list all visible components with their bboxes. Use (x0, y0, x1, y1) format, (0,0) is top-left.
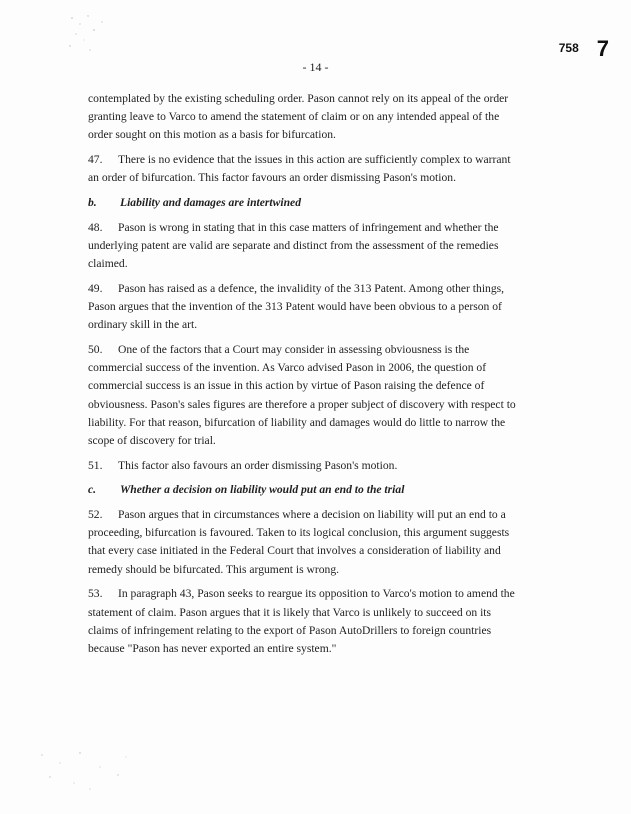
paragraph-number: 53. (88, 587, 103, 601)
paragraph-number: 48. (88, 220, 103, 234)
section-heading-c (88, 481, 516, 499)
stamp-document-number: 758 (558, 41, 579, 55)
page-number: - 14 - (302, 60, 329, 74)
paragraph-text: This factor also favours an order dismissing Pason's motion. (118, 458, 398, 472)
continuation-paragraph: contemplated by the existing scheduling order. Pason cannot rely on its appeal of the order granting leave to Varco to amend the statement of claim or on any intended appeal of the order sought on this motion as a basis for bifurcation. (88, 92, 509, 142)
section-heading-b (88, 194, 516, 212)
paragraph-51 (88, 457, 516, 475)
paragraph-number: 51. (88, 458, 103, 472)
paragraph-number: 47. (88, 153, 103, 167)
paragraph-text: One of the factors that a Court may consider in assessing obviousness is the commercial success of the invention. As Varco advised Pason in 2006, the question of commercial success is an issue in this action by virtue of Pason raising the defence of obviousness. Pason's sales figures are therefore a proper subject of discovery with respect to liability. For that reason, bifurcation of liability and damages would do little to narrow the scope of discovery for trial. (88, 342, 516, 447)
paragraph-52 (88, 506, 516, 579)
paragraph-text: There is no evidence that the issues in this action are sufficiently complex to warrant an order of bifurcation. This factor favours an order dismissing Pason's motion. (88, 153, 511, 185)
paragraph-number: 49. (88, 281, 103, 295)
paragraph-47 (88, 151, 516, 187)
paragraph-48 (88, 219, 516, 274)
paragraph-text: Pason has raised as a defence, the invalidity of the 313 Patent. Among other things, Pason argues that the invention of the 313 Patent would have been obvious to a person of ordinary skill in the art. (88, 281, 505, 332)
paragraph-text: In paragraph 43, Pason seeks to reargue its opposition to Varco's motion to amend the statement of claim. Pason argues that it is likely that Varco is unlikely to succeed on its claims of infringement relating to the export of Pason AutoDrillers to foreign countries because "Pason has never exported an entire system." (88, 587, 515, 655)
heading-letter: b. (88, 196, 97, 210)
paragraph-50 (88, 341, 516, 450)
paragraph-number: 50. (88, 342, 103, 356)
paragraph-53 (88, 585, 516, 658)
paragraph-text: Pason argues that in circumstances where a decision on liability will put an end to a proceeding, bifurcation is favoured. Taken to its logical conclusion, this argument suggests that every case initiated in the Federal Court that involves a consideration of liability and remedy should be bifurcated. This argument is wrong. (88, 508, 510, 576)
scan-noise-top-left (62, 10, 122, 60)
paragraph-text: Pason is wrong in stating that in this case matters of infringement and whether the underlying patent are valid are separate and distinct from the assessment of the remedies claimed. (88, 220, 499, 271)
document-body (88, 90, 516, 665)
heading-text: Whether a decision on liability would put an end to the trial (120, 483, 405, 497)
stamp-volume-number: 7 (596, 36, 609, 61)
heading-text: Liability and damages are intertwined (120, 196, 301, 210)
heading-letter: c. (88, 483, 97, 497)
document-stamp (559, 36, 609, 62)
scan-noise-bottom-left (30, 745, 140, 805)
paragraph-49 (88, 280, 516, 335)
paragraph-number: 52. (88, 508, 103, 522)
